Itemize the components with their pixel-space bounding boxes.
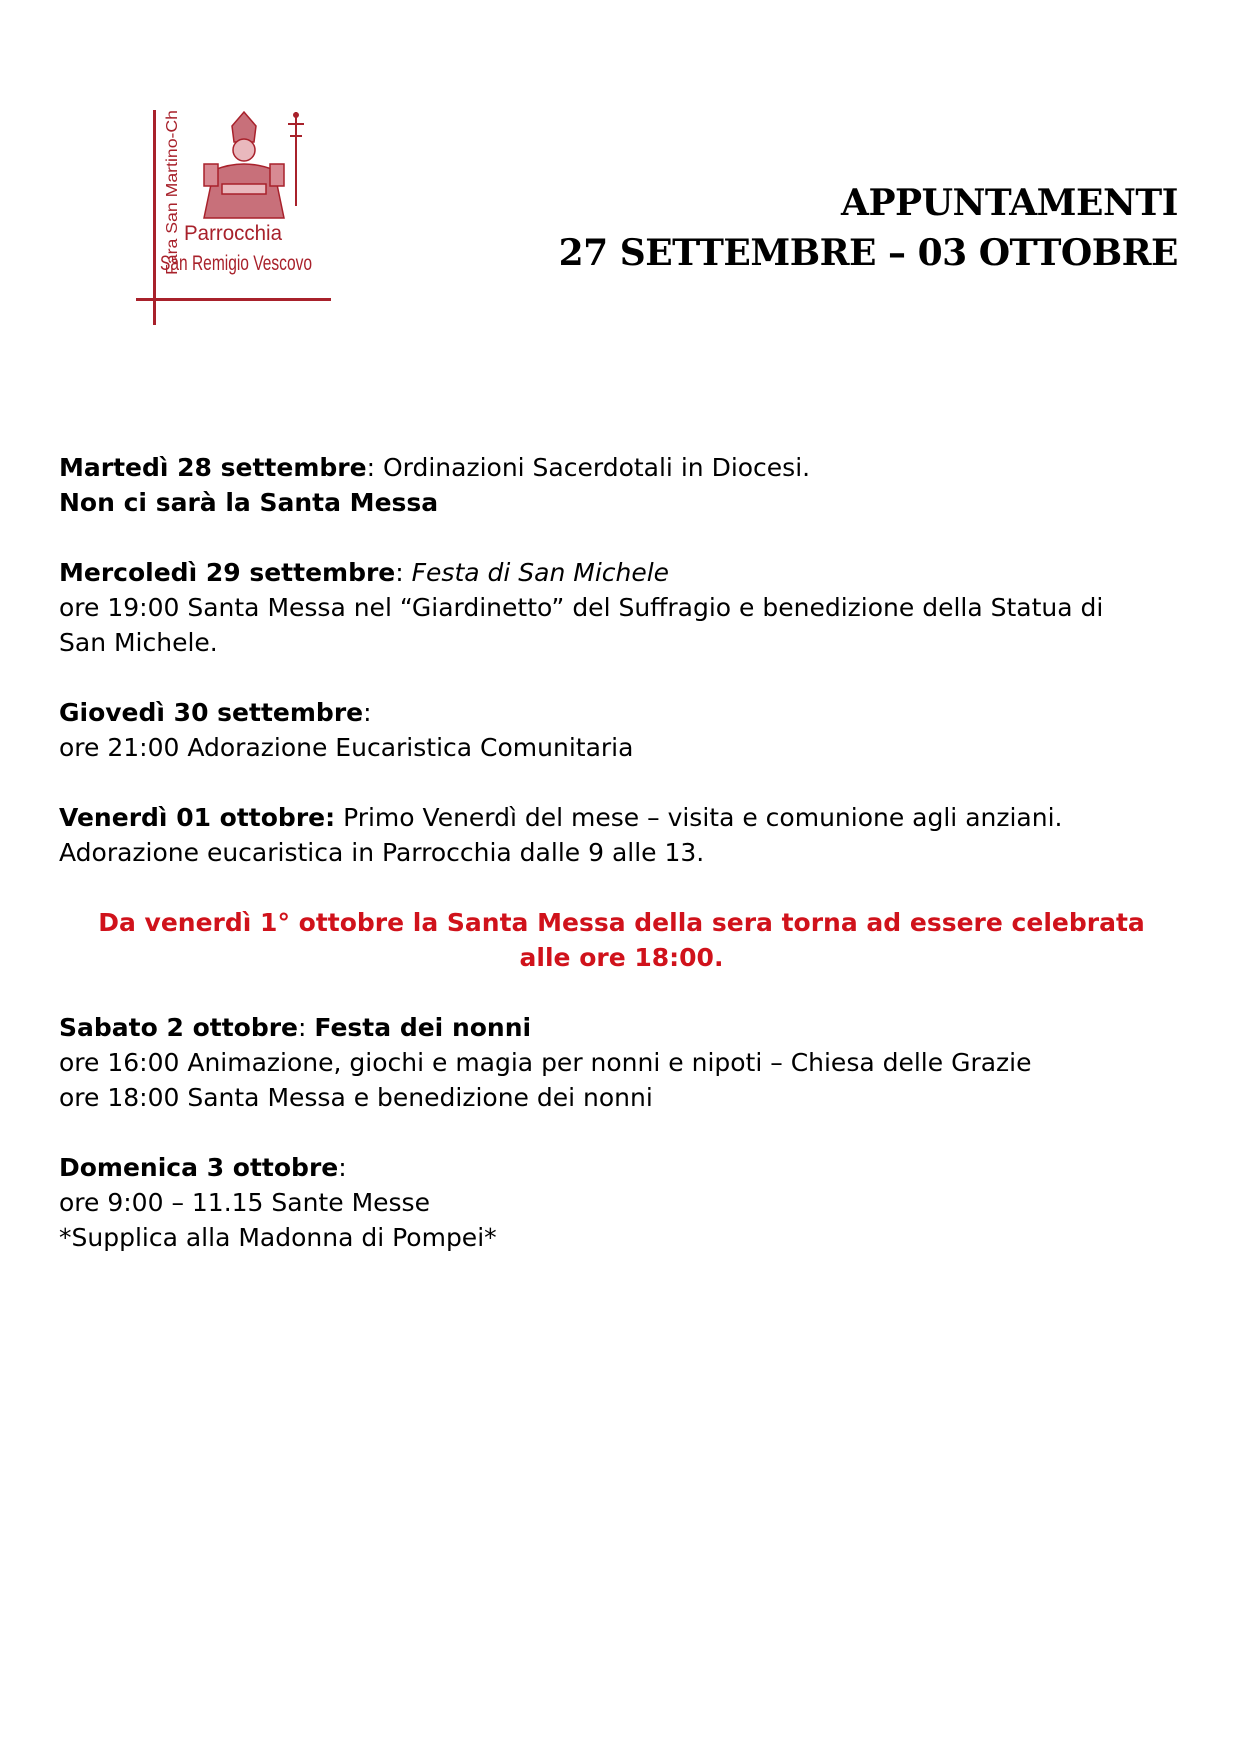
notice-red [59,905,1184,975]
entry-sunday [59,1150,1184,1255]
entry-text: Ordinazioni Sacerdotali in Diocesi. [382,453,811,482]
notice-line: Da venerdì 1° ottobre la Santa Messa della sera torna ad essere celebrata [98,908,1145,937]
schedule [59,450,1184,1290]
parish-logo-graphic [134,110,334,330]
entry-line: Adorazione eucaristica in Parrocchia dalle 9 alle 13. [59,838,705,867]
entry-heading: Giovedì 30 settembre [59,698,364,727]
entry-thursday [59,695,1184,765]
entry-line: ore 21:00 Adorazione Eucaristica Comunitaria [59,733,634,762]
entry-heading: Domenica 3 ottobre [59,1153,339,1182]
title-line-1: APPUNTAMENTI [841,182,1178,224]
entry-line: *Supplica alla Madonna di Pompei* [59,1223,497,1252]
entry-note: Non ci sarà la Santa Messa [59,488,439,517]
entry-heading: Martedì 28 settembre [59,453,367,482]
entry-line: ore 19:00 Santa Messa nel “Giardinetto” del Suffragio e benedizione della Statua di [59,593,1104,622]
entry-separator: : [338,1153,347,1182]
logo-name-text: San Remigio Vescovo [160,252,312,275]
entry-heading: Venerdì 01 ottobre: [59,803,336,832]
entry-text: Primo Venerdì del mese – visita e comunione agli anziani. [335,803,1063,832]
entry-saturday [59,1010,1184,1115]
parish-logo [134,110,334,330]
entry-line: ore 9:00 – 11.15 Sante Messe [59,1188,430,1217]
entry-heading: Sabato 2 ottobre [59,1013,299,1042]
notice-line: alle ore 18:00. [519,943,724,972]
entry-line: ore 18:00 Santa Messa e benedizione dei nonni [59,1083,653,1112]
entry-feast: Festa dei nonni [314,1013,532,1042]
entry-feast: Festa di San Michele [411,558,670,587]
entry-friday [59,800,1184,870]
entry-separator: : [395,558,412,587]
entry-line: San Michele. [59,628,218,657]
entry-separator: : [363,698,372,727]
logo-vertical-text: Fara San Martino-Ch [164,125,181,275]
entry-wednesday [59,555,1184,660]
logo-parrocchia-text: Parrocchia [184,222,283,245]
entry-separator: : [366,453,383,482]
page-title [559,178,1178,278]
entry-line: ore 16:00 Animazione, giochi e magia per nonni e nipoti – Chiesa delle Grazie [59,1048,1032,1077]
title-line-2: 27 SETTEMBRE – 03 OTTOBRE [558,232,1178,274]
entry-tuesday [59,450,1184,520]
entry-heading: Mercoledì 29 settembre [59,558,396,587]
entry-separator: : [298,1013,315,1042]
